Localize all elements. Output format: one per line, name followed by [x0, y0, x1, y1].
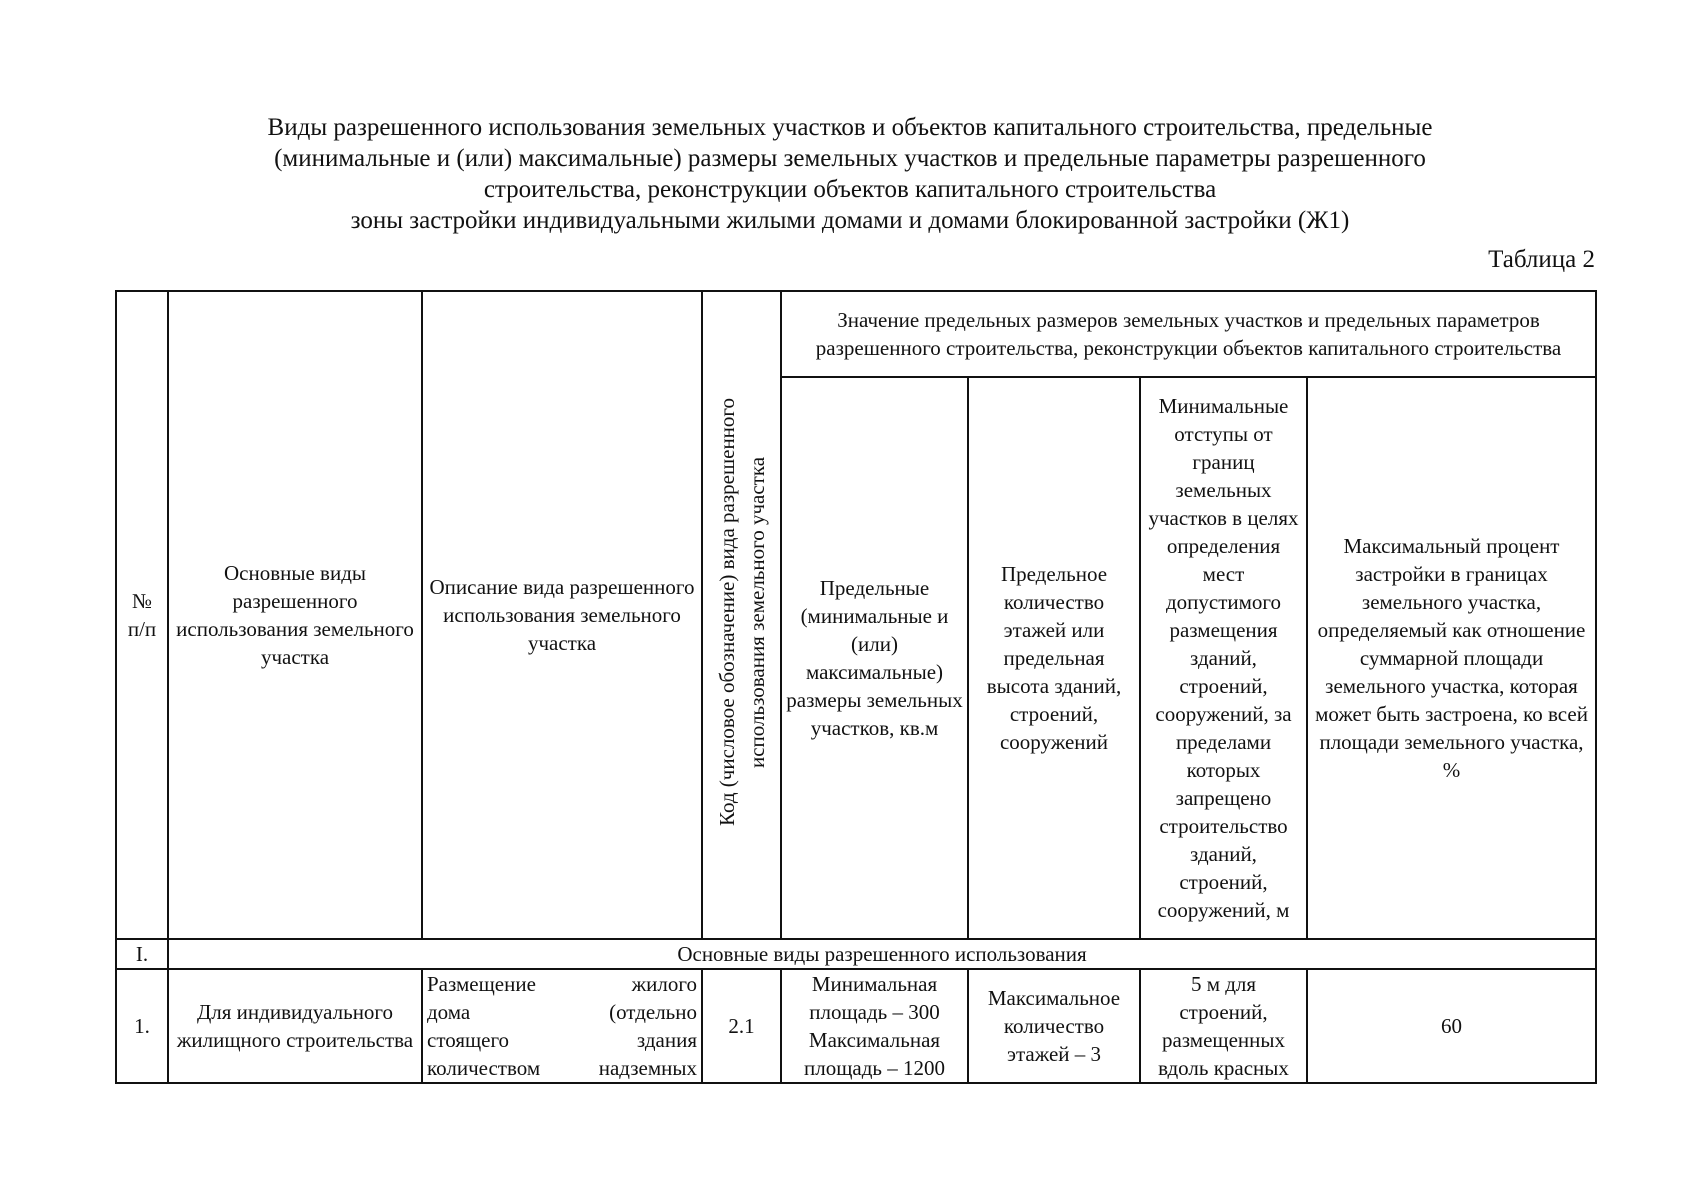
- row-setbacks-line: 5 м для: [1190, 972, 1257, 996]
- header-code-cell: [702, 291, 781, 939]
- row-plot-size-line: Максимальная: [808, 1028, 941, 1052]
- section-num: I.: [116, 939, 168, 969]
- row-plot-size-line: площадь – 300: [809, 1000, 940, 1024]
- row-floors-line: количество: [1003, 1014, 1105, 1038]
- row-setbacks-line: строений,: [1179, 1000, 1268, 1024]
- row-plot-size-line: Минимальная: [811, 972, 938, 996]
- section-row: [116, 939, 1596, 969]
- row-description-line: количеством надземных: [427, 1056, 697, 1080]
- land-use-table: [115, 290, 1597, 1084]
- row-code: 2.1: [702, 969, 781, 1083]
- header-description: Описание вида разрешенного использования земельного участка: [422, 291, 702, 939]
- title-line-3: строительства, реконструкции объектов капитального строительства: [483, 176, 1217, 203]
- row-plot-size-line: площадь – 1200: [804, 1056, 945, 1080]
- row-description-line: стоящего здания: [427, 1028, 697, 1052]
- header-group: Значение предельных размеров земельных участков и предельных параметров разрешенного строительства, реконструкции объектов капитального строительства: [781, 291, 1596, 377]
- header-code: Код (числовое обозначение) вида разрешенного использования земельного участка: [714, 397, 769, 826]
- row-setbacks-line: вдоль красных: [1158, 1056, 1289, 1080]
- title-line-2: (минимальные и (или) максимальные) размеры земельных участков и предельные параметры разрешенного: [274, 145, 1426, 172]
- row-description-line: Размещение жилого: [427, 972, 697, 996]
- row-floors: [968, 969, 1140, 1083]
- row-plot-size: [781, 969, 968, 1083]
- title-line-4: зоны застройки индивидуальными жилыми домами и домами блокированной застройки (Ж1): [350, 207, 1350, 234]
- title-line-1: Виды разрешенного использования земельных участков и объектов капитального строительства, предельные: [267, 114, 1433, 141]
- row-floors-line: Максимальное: [987, 986, 1121, 1010]
- row-floors-line: этажей – 3: [1006, 1042, 1102, 1066]
- header-setbacks: Минимальные отступы от границ земельных участков в целях определения мест допустимого размещения зданий, строений, сооружений, за пределами которых запрещено строительство зданий, строений, сооружений, м: [1140, 377, 1307, 939]
- table-row: [116, 969, 1596, 1083]
- header-coverage: Максимальный процент застройки в границах земельного участка, определяемый как отношение суммарной площади земельного участка, которая может быть застроена, ко всей площади земельного участка, %: [1307, 377, 1596, 939]
- row-setbacks-line: размещенных: [1161, 1028, 1285, 1052]
- row-num: 1.: [116, 969, 168, 1083]
- header-floors: Предельное количество этажей или предельная высота зданий, строений, сооружений: [968, 377, 1140, 939]
- row-description-line: дома (отдельно: [427, 1000, 697, 1024]
- table-label: Таблица 2: [1488, 246, 1595, 273]
- header-num: № п/п: [116, 291, 168, 939]
- row-description: [422, 969, 702, 1083]
- document-title: [120, 112, 1580, 236]
- header-main-types: Основные виды разрешенного использования земельного участка: [168, 291, 422, 939]
- row-type: Для индивидуального жилищного строительства: [168, 969, 422, 1083]
- section-label: Основные виды разрешенного использования: [168, 939, 1596, 969]
- row-coverage: 60: [1307, 969, 1596, 1083]
- header-plot-size: Предельные (минимальные и (или) максимальные) размеры земельных участков, кв.м: [781, 377, 968, 939]
- header-row-1: [116, 291, 1596, 377]
- row-setbacks: [1140, 969, 1307, 1083]
